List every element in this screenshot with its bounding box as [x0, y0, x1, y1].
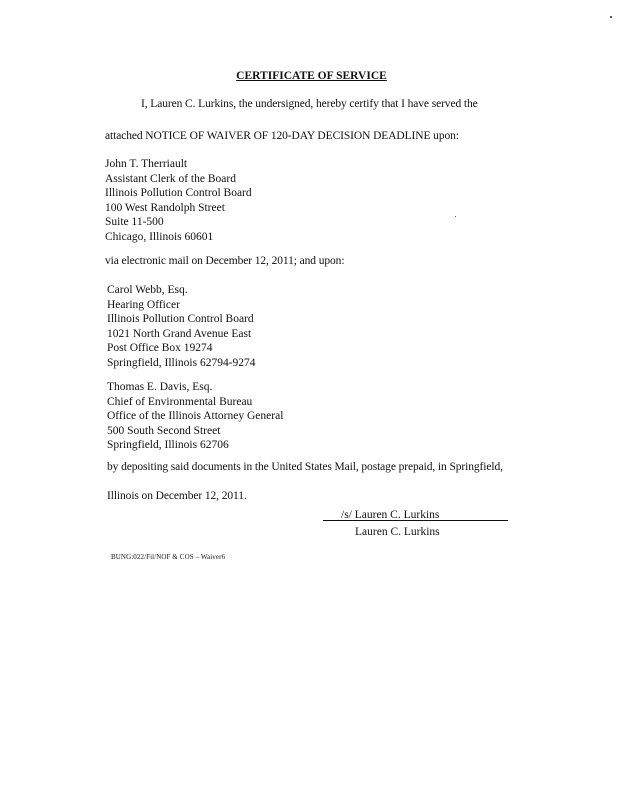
- recipient-1-address: [105, 157, 252, 245]
- address-line: Chicago, Illinois 60601: [105, 230, 214, 243]
- address-line: Carol Webb, Esq.: [107, 284, 188, 296]
- signature-line: [323, 520, 508, 521]
- address-line: 500 South Second Street: [107, 424, 221, 437]
- service-method-2-line-2: Illinois on December 12, 2011.: [107, 490, 247, 502]
- address-line: Illinois Pollution Control Board: [105, 187, 252, 200]
- address-line: Chief of Environmental Bureau: [107, 395, 253, 408]
- recipient-3-address: [107, 380, 283, 453]
- service-method-1: via electronic mail on December 12, 2011; and upon:: [105, 255, 345, 267]
- address-line: Springfield, Illinois 62794-9274: [107, 356, 256, 369]
- scan-speck: [455, 216, 456, 217]
- page-title: CERTIFICATE OF SERVICE: [236, 70, 387, 82]
- address-line: Illinois Pollution Control Board: [107, 313, 254, 326]
- address-line: Suite 11-500: [105, 216, 164, 229]
- intro-line-2: attached NOTICE OF WAIVER OF 120-DAY DECISION DEADLINE upon:: [105, 130, 459, 142]
- address-line: Office of the Illinois Attorney General: [107, 410, 284, 423]
- intro-line-1: I, Lauren C. Lurkins, the undersigned, hereby certify that I have served the: [141, 98, 478, 110]
- address-line: Post Office Box 19274: [107, 342, 213, 355]
- service-method-2-line-1: by depositing said documents in the United States Mail, postage prepaid, in Springfield,: [107, 461, 503, 473]
- document-reference-footer: BUNG:022/Fil/NOF & COS – Waiver6: [111, 553, 226, 561]
- electronic-signature: /s/ Lauren C. Lurkins: [341, 509, 440, 521]
- scan-speck: [610, 16, 612, 18]
- address-line: John T. Therriault: [105, 158, 188, 170]
- recipient-2-address: [107, 283, 256, 371]
- signer-name: Lauren C. Lurkins: [355, 526, 440, 538]
- address-line: Thomas E. Davis, Esq.: [107, 381, 213, 393]
- address-line: Assistant Clerk of the Board: [105, 172, 236, 185]
- address-line: Springfield, Illinois 62706: [107, 439, 229, 452]
- address-line: 1021 North Grand Avenue East: [107, 327, 252, 340]
- address-line: Hearing Officer: [107, 298, 180, 311]
- address-line: 100 West Randolph Street: [105, 201, 225, 214]
